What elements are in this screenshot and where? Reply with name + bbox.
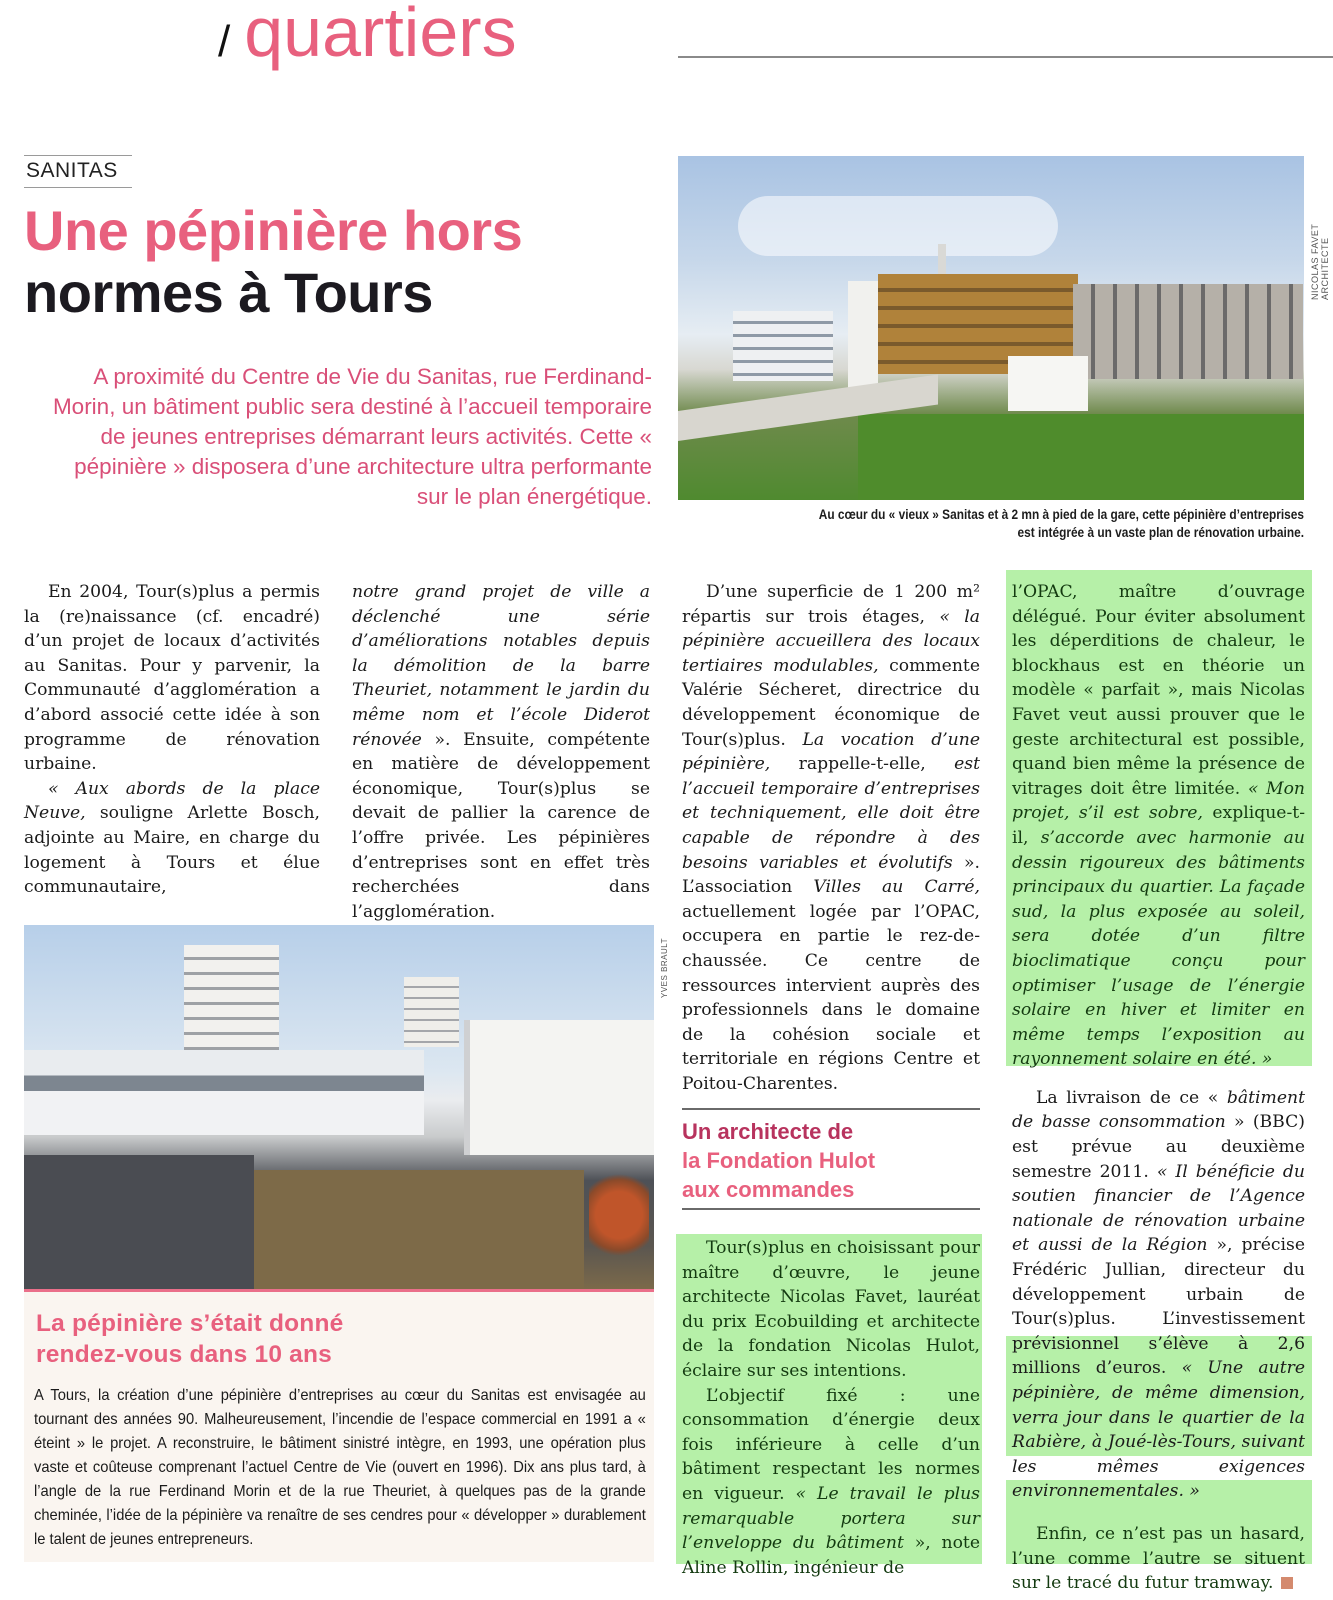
- quote-text: est l’accueil temporaire d’entreprises et techniquement, elle doit être capable de répondre à des besoins variables et évolutifs: [682, 754, 980, 873]
- paragraph: [1012, 1522, 1305, 1596]
- quote-text: « Une autre pépinière, de même dimension, verra jour dans le quartier de la Rabière, à Joué-lès-Tours, suivant les mêmes exigences environnementales. »: [1012, 1358, 1305, 1502]
- rubric-divider: [678, 56, 1333, 58]
- photo-credit-top: NICOLAS FAVET ARCHITECTE: [1310, 223, 1330, 300]
- photo-cloud: [738, 196, 1058, 256]
- photo-autumn-tree: [589, 1165, 649, 1265]
- photo-tower: [404, 977, 459, 1047]
- paragraph: [352, 580, 650, 924]
- article-headline: [24, 200, 664, 324]
- quote-text: notre grand projet de ville a déclenché une série d’améliorations notables depuis la démolition de la barre Theuriet, notamment le jardin du même nom et l’école Diderot rénovée: [352, 582, 650, 750]
- section-rubric: [218, 0, 517, 72]
- body-text: rappelle-t-elle,: [770, 754, 955, 775]
- photo-caption-top: [753, 506, 1304, 542]
- headline-line-1: Une pépinière hors: [24, 199, 523, 262]
- photo-white-wall: [848, 281, 878, 391]
- paragraph: En 2004, Tour(s)plus a permis la (re)naissance (cf. encadré) d’un projet de locaux d’activités au Sanitas. Pour y parvenir, la Communauté d’agglomération a d’abord associé cette idée à son programme de rénovation urbaine.: [24, 582, 320, 775]
- quote-text: « Aux abords de la place Neuve,: [24, 778, 320, 824]
- sidebar-title-line-2: rendez-vous dans 10 ans: [36, 1341, 332, 1368]
- body-text: actuellement logée par l’OPAC, occupera en partie le rez-de-chaussée. Ce centre de ressources intervient auprès des professionnels dans le domaine de la cohésion sociale et territoriale en régions Centre et Poitou-Charentes.: [682, 901, 980, 1094]
- article-column-2: [352, 580, 650, 924]
- paragraph: [682, 1384, 980, 1581]
- body-text: ». L’association: [682, 852, 980, 898]
- photo-lawn: [858, 414, 1304, 500]
- caption-line-1: Au cœur du « vieux » Sanitas et à 2 mn à pied de la gare, cette pépinière d’entreprises: [818, 507, 1304, 522]
- quote-text: « la pépinière accueillera des locaux tertiaires modulables,: [682, 606, 980, 676]
- body-text: souligne Arlette Bosch, adjointe au Maire, en charge du logement à Tours et élue communautaire,: [24, 803, 320, 898]
- body-text: commente Valérie Sécheret, directrice du développement économique de Tour(s)plus.: [682, 655, 981, 750]
- paragraph: [24, 777, 320, 900]
- body-text: l’OPAC, maître d’ouvrage délégué. Pour éviter absolument les déperditions de chaleur, le blockhaus est en théorie un modèle « parfait », mais Nicolas Favet veut aussi prouver que le geste architectural est possible, quand bien même la présence de vitrages doit être limitée.: [1012, 582, 1305, 799]
- subheading-line-1: Un architecte de: [682, 1119, 854, 1144]
- quote-text: Villes au Carré,: [813, 877, 980, 898]
- end-of-article-mark: [1281, 1577, 1293, 1589]
- sidebar-title: [36, 1308, 636, 1370]
- sidebar-body: A Tours, la création d’une pépinière d’entreprises au cœur du Sanitas est envisagée au tournant des années 90. Malheureusement, l’incendie de l’espace commercial en 1991 a « éteint » le projet. A reconstruire, le bâtiment sinistré intègre, en 1993, une opération plus vaste et coûteuse comprenant l’actuel Centre de Vie (ouvert en 1996). Dix ans plus tard, à l’angle de la rue Ferdinand Morin et de la rue Theuriet, à quelques pas de la grande cheminée, l’idée de la pépinière va renaître de ses cendres pour « développer » durablement le talent de jeunes entrepreneurs.: [34, 1387, 646, 1548]
- subhead-rule-bottom: [682, 1208, 980, 1210]
- building-rendering-photo: [678, 156, 1304, 500]
- photo-road: [24, 1155, 254, 1290]
- photo-pavilion: [1008, 356, 1088, 411]
- article-column-3: [682, 580, 980, 1096]
- body-text: Enfin, ce n’est pas un hasard, l’une comme l’autre se situent sur le tracé du futur tramway.: [1012, 1523, 1305, 1594]
- headline-line-2: normes à Tours: [24, 261, 433, 324]
- body-text: » (BBC) est prévue au deuxième semestre 2011.: [1012, 1112, 1305, 1182]
- paragraph: [1012, 1086, 1305, 1504]
- rubric-slash: /: [218, 17, 231, 66]
- subheading-line-2: la Fondation Hulot: [682, 1148, 876, 1173]
- body-text: L’objectif fixé : une consommation d’énergie deux fois inférieure à celle d’un bâtiment respectant les normes en vigueur.: [682, 1385, 980, 1504]
- subheading: [682, 1117, 980, 1204]
- paragraph: [1012, 580, 1305, 1072]
- quote-text: « Le travail le plus remarquable portera sur l’enveloppe du bâtiment: [682, 1483, 980, 1554]
- quote-text: s’accorde avec harmonie au dessin rigoureux des bâtiments principaux du quartier. La façade sud, la plus exposée au soleil, sera dotée d’un filtre bioclimatique conçu pour optimiser l’usage de l’énergie solaire en hiver et limiter en même temps l’exposition au rayonnement solaire en été. »: [1012, 827, 1305, 1070]
- photo-chimney: [938, 244, 946, 276]
- photo-apartment-right: [1073, 284, 1303, 379]
- section-name: quartiers: [244, 0, 517, 71]
- subheading-line-3: aux commandes: [682, 1177, 855, 1202]
- kicker-label: SANITAS: [24, 155, 132, 188]
- article-column-4: [1012, 580, 1305, 1596]
- body-text: La livraison de ce «: [1036, 1087, 1227, 1108]
- photo-white-building: [464, 1020, 654, 1155]
- quote-text: bâtiment de basse consommation: [1012, 1087, 1305, 1133]
- article-standfirst: A proximité du Centre de Vie du Sanitas, rue Ferdinand-Morin, un bâtiment public sera destiné à l’accueil temporaire de jeunes entreprises démarrant leurs activités. Cette « pépinière » disposera d’une architecture ultra performante sur le plan énergétique.: [52, 364, 652, 509]
- article-column-1: [24, 580, 320, 900]
- paragraph: [682, 580, 980, 1096]
- body-text: D’une superficie de 1 200 m² répartis sur trois étages,: [682, 582, 980, 627]
- photo-credit-bottom: YVES BRAULT: [660, 937, 669, 998]
- caption-line-2: est intégrée à un vaste plan de rénovation urbaine.: [1017, 525, 1304, 540]
- paragraph: Tour(s)plus en choisissant pour maître d’œuvre, le jeune architecte Nicolas Favet, lauréat du prix Ecobuilding et architecte de la fondation Nicolas Hulot, éclaire sur ses intentions.: [682, 1238, 980, 1381]
- quote-text: La vocation d’une pépinière,: [682, 729, 980, 775]
- photo-apartment-left: [733, 311, 833, 381]
- article-column-3-continued: [682, 1236, 980, 1580]
- site-aerial-photo: [24, 925, 654, 1290]
- quote-text: « Il bénéficie du soutien financier de l’Agence nationale de rénovation urbaine et aussi de la Région: [1012, 1161, 1306, 1256]
- photo-empty-lot: [254, 1170, 584, 1290]
- quote-text: « Mon projet, s’il est sobre,: [1012, 778, 1305, 824]
- photo-commercial-building: [24, 1050, 424, 1135]
- subhead-rule-top: [682, 1108, 980, 1110]
- body-text: », note Aline Rollin, ingénieur de: [682, 1533, 981, 1578]
- body-text: », précise Frédéric Jullian, directeur du développement urbain de Tour(s)plus. L’investissement prévisionnel s’élève à 2,6 millions d’euros.: [1012, 1235, 1305, 1379]
- sidebar-title-line-1: La pépinière s’était donné: [36, 1310, 344, 1337]
- body-text: ». Ensuite, compétente en matière de développement économique, Tour(s)plus se devait de pallier la carence de l’offre privée. Les pépinières d’entreprises sont en effet très recherchées dans l’agglomération.: [352, 729, 650, 922]
- body-text: explique-t-il,: [1012, 803, 1305, 848]
